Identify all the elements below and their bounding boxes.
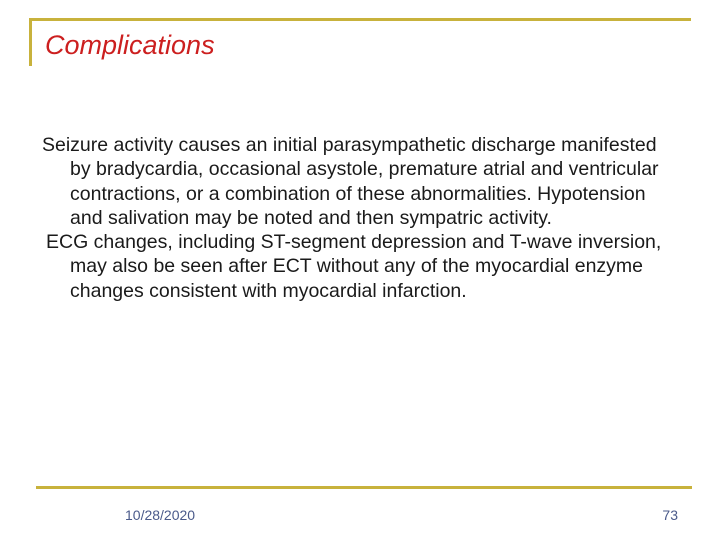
slide-title: Complications: [45, 30, 215, 60]
slide-body: [42, 133, 682, 303]
body-paragraph: ECG changes, including ST-segment depression and T-wave inversion, may also be seen after ECT without any of the myocardial enzyme changes consistent with myocardial infarction.: [46, 231, 662, 302]
page-number: 73: [662, 507, 678, 523]
body-paragraph: Seizure activity causes an initial parasympathetic discharge manifested by bradycardia, occasional asystole, premature atrial and ventricular contractions, or a combination of these abnormalities. Hypotension and salivation may be noted and then sympatric activity.: [42, 134, 659, 229]
footer-date: 10/28/2020: [125, 507, 196, 523]
footer-rule: [36, 486, 692, 489]
top-accent-rule: [29, 18, 691, 21]
left-accent-rule: [29, 18, 32, 66]
